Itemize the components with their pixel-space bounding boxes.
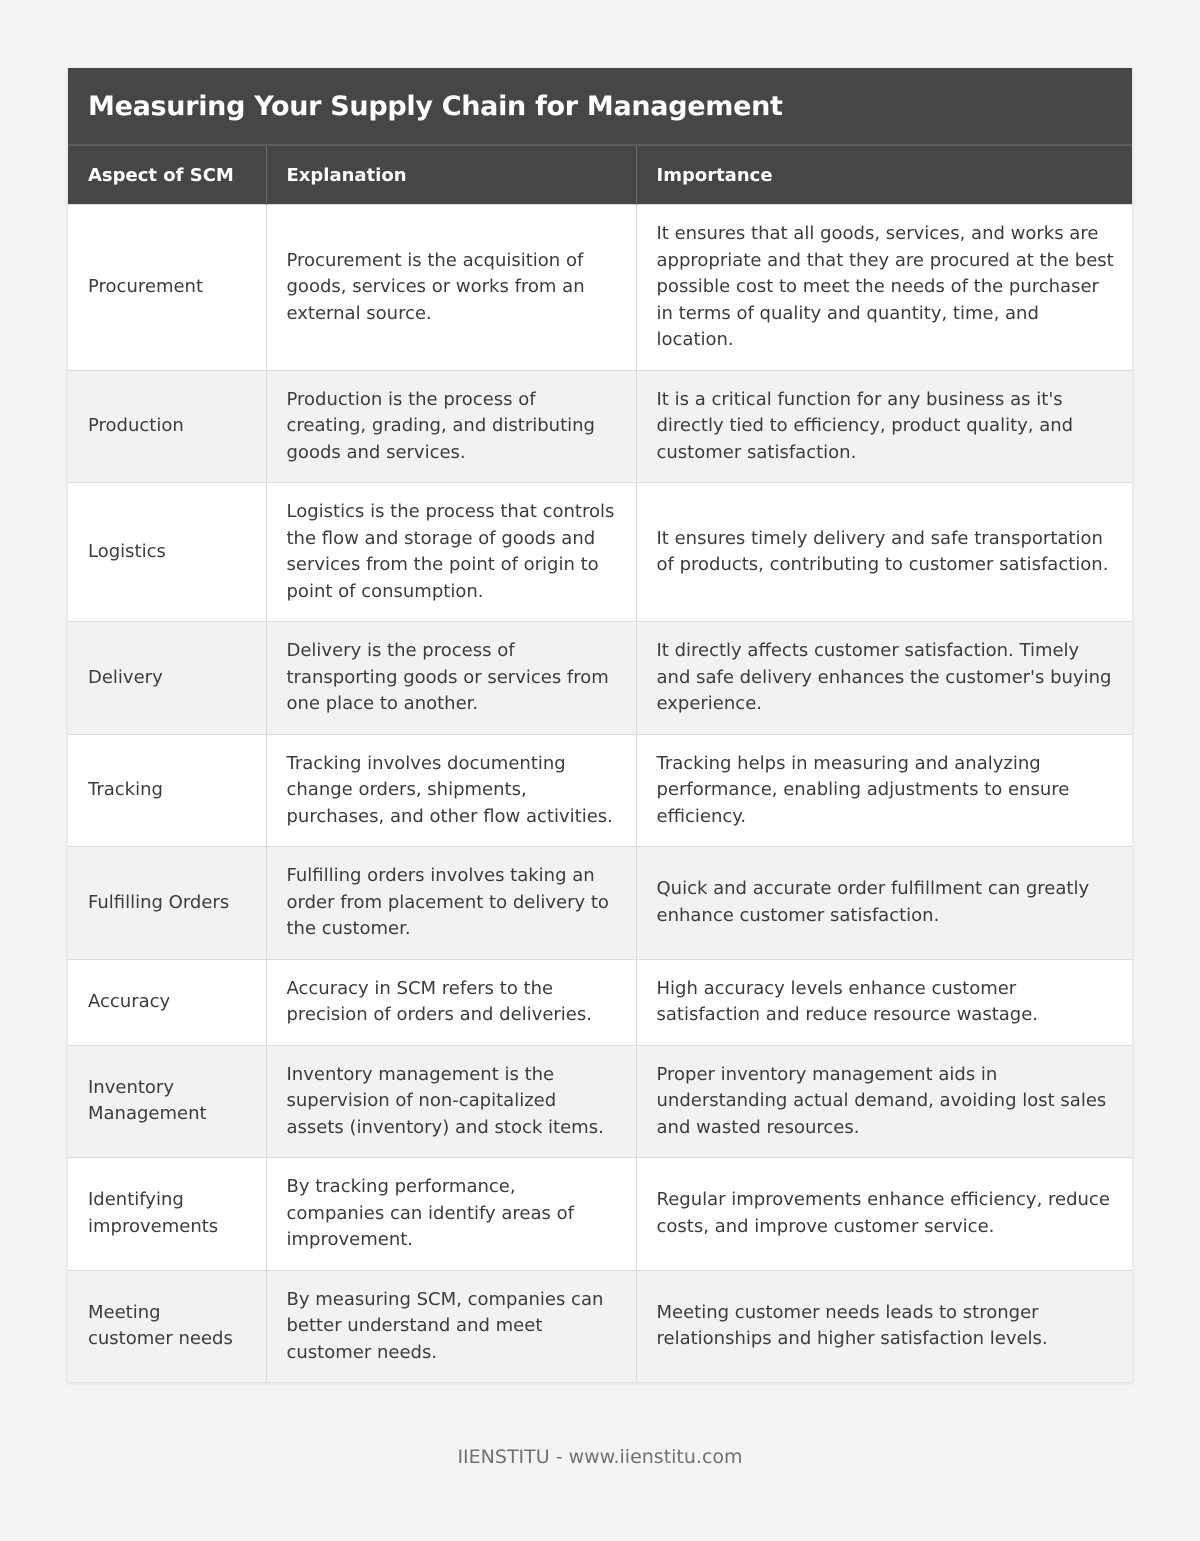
- cell-importance: It ensures timely delivery and safe transportation of products, contributing to customer satisfaction.: [636, 483, 1132, 622]
- cell-importance: It is a critical function for any business as it's directly tied to efficiency, product quality, and customer satisfaction.: [636, 370, 1132, 483]
- scm-table: [68, 144, 1132, 1382]
- table-row: [68, 1045, 1132, 1158]
- cell-explanation: Fulfilling orders involves taking an order from placement to delivery to the customer.: [266, 847, 636, 960]
- cell-explanation: Procurement is the acquisition of goods, services or works from an external source.: [266, 205, 636, 371]
- table-row: [68, 1270, 1132, 1382]
- cell-explanation: Production is the process of creating, grading, and distributing goods and services.: [266, 370, 636, 483]
- cell-importance: Tracking helps in measuring and analyzing performance, enabling adjustments to ensure efficiency.: [636, 734, 1132, 847]
- cell-aspect: Tracking: [68, 734, 266, 847]
- cell-explanation: Delivery is the process of transporting goods or services from one place to another.: [266, 622, 636, 735]
- table-row: [68, 483, 1132, 622]
- cell-aspect: Fulfilling Orders: [68, 847, 266, 960]
- cell-aspect: Delivery: [68, 622, 266, 735]
- table-row: [68, 734, 1132, 847]
- cell-explanation: Tracking involves documenting change orders, shipments, purchases, and other flow activities.: [266, 734, 636, 847]
- cell-aspect: Logistics: [68, 483, 266, 622]
- table-row: [68, 622, 1132, 735]
- cell-explanation: Inventory management is the supervision of non-capitalized assets (inventory) and stock items.: [266, 1045, 636, 1158]
- cell-aspect: Procurement: [68, 205, 266, 371]
- page-title: Measuring Your Supply Chain for Management: [88, 90, 783, 122]
- cell-aspect: Identifying improvements: [68, 1158, 266, 1271]
- cell-importance: Meeting customer needs leads to stronger relationships and higher satisfaction levels.: [636, 1270, 1132, 1382]
- footer-credit: IIENSTITU - www.iienstitu.com: [457, 1446, 743, 1468]
- table-row: [68, 847, 1132, 960]
- cell-explanation: Logistics is the process that controls the flow and storage of goods and services from the point of origin to point of consumption.: [266, 483, 636, 622]
- column-header-explanation: Explanation: [266, 145, 636, 205]
- cell-explanation: By measuring SCM, companies can better understand and meet customer needs.: [266, 1270, 636, 1382]
- title-bar: [68, 68, 1132, 144]
- table-row: [68, 205, 1132, 371]
- cell-explanation: Accuracy in SCM refers to the precision of orders and deliveries.: [266, 959, 636, 1045]
- cell-importance: Proper inventory management aids in understanding actual demand, avoiding lost sales and wasted resources.: [636, 1045, 1132, 1158]
- cell-importance: It ensures that all goods, services, and works are appropriate and that they are procured at the best possible cost to meet the needs of the purchaser in terms of quality and quantity, time, and location.: [636, 205, 1132, 371]
- cell-importance: Regular improvements enhance efficiency, reduce costs, and improve customer service.: [636, 1158, 1132, 1271]
- table-header-row: [68, 145, 1132, 205]
- cell-aspect: Meeting customer needs: [68, 1270, 266, 1382]
- cell-aspect: Inventory Management: [68, 1045, 266, 1158]
- cell-importance: Quick and accurate order fulfillment can greatly enhance customer satisfaction.: [636, 847, 1132, 960]
- table-card: [68, 68, 1132, 1382]
- cell-importance: High accuracy levels enhance customer satisfaction and reduce resource wastage.: [636, 959, 1132, 1045]
- table-row: [68, 1158, 1132, 1271]
- cell-explanation: By tracking performance, companies can identify areas of improvement.: [266, 1158, 636, 1271]
- table-row: [68, 959, 1132, 1045]
- cell-importance: It directly affects customer satisfaction. Timely and safe delivery enhances the customer's buying experience.: [636, 622, 1132, 735]
- cell-aspect: Accuracy: [68, 959, 266, 1045]
- column-header-importance: Importance: [636, 145, 1132, 205]
- table-row: [68, 370, 1132, 483]
- column-header-aspect: Aspect of SCM: [68, 145, 266, 205]
- cell-aspect: Production: [68, 370, 266, 483]
